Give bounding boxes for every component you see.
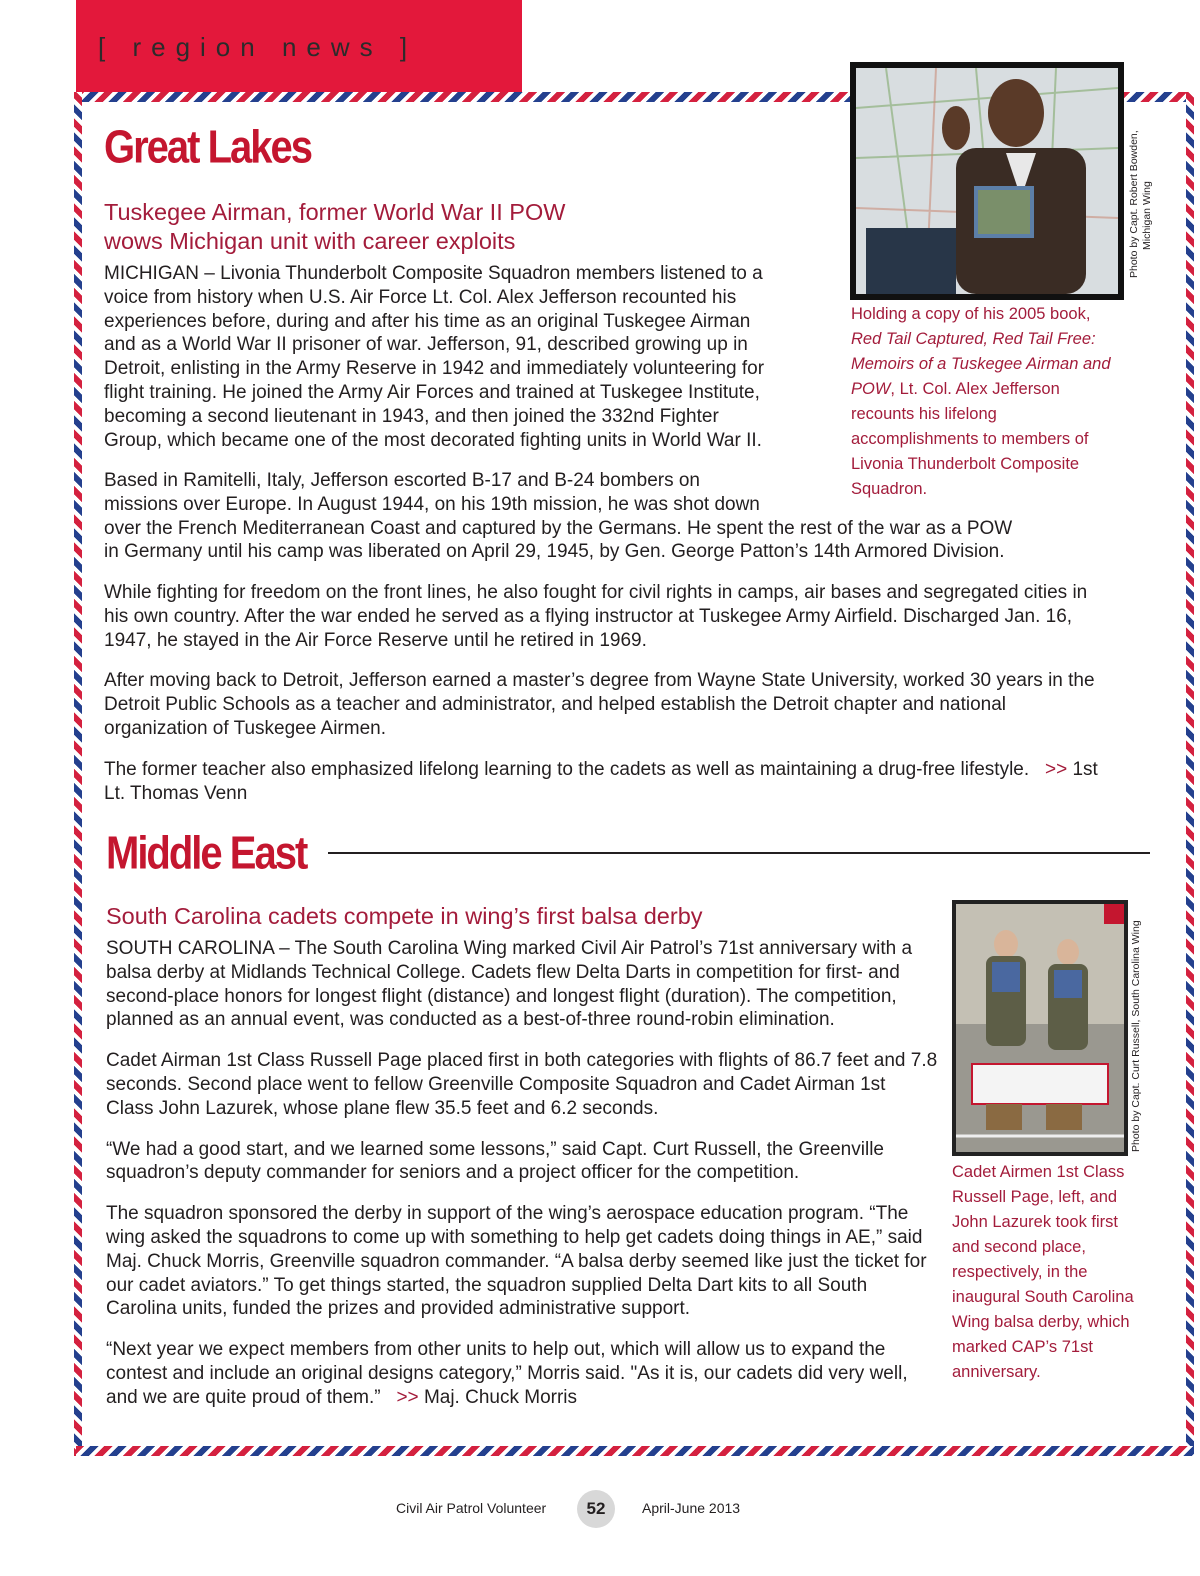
caption-text: , Lt. Col. Alex Jefferson recounts his lifelong accomplishments to members of Livonia Thunderbolt Composite Squadron. (851, 380, 1089, 498)
middle-east-body (106, 937, 938, 1427)
caption-cadets: Cadet Airmen 1st Class Russell Page, left, and John Lazurek took first and second place, respectively, in the inaugural South Carolina Wing balsa derby, which marked CAP’s 71st anniversary. (952, 1163, 1134, 1381)
great-lakes-body-rest (104, 581, 1114, 822)
photo-cadets-image (956, 904, 1124, 1152)
text-span: “Next year we expect members from other units to help out, which will allow us to expand the contest and include an original designs category,” Morris said. "As it is, our cadets did very well, and we are quite proud of them.” (106, 1339, 908, 1408)
headline-line-1: Tuskegee Airman, former World War II POW (104, 199, 566, 225)
photo-credit-line: Photo by Capt. Curt Russell, South Carolina Wing (1130, 920, 1142, 1152)
text-line: flight training. He joined the Army Air Forces and trained at Tuskegee Institute, (104, 381, 760, 403)
byline-arrow: >> (396, 1386, 419, 1408)
middle-east-p5 (106, 1338, 938, 1409)
stripe-border-top-right (1122, 92, 1194, 102)
great-lakes-p5 (104, 758, 1114, 806)
photo-jefferson-image (856, 68, 1118, 294)
byline: 1st Lt. Thomas Venn (104, 758, 1098, 804)
section-rule (328, 852, 1150, 854)
text-line: voice from history when U.S. Air Force Lt. Col. Alex Jefferson recounted his (104, 286, 737, 308)
footer-publication: Civil Air Patrol Volunteer (396, 1500, 547, 1516)
middle-east-p1: SOUTH CAROLINA – The South Carolina Wing marked Civil Air Patrol’s 71st anniversary with a balsa derby at Midlands Technical College. Cadets flew Delta Darts in competition for first- and second-place honors for longest flight (distance) and longest flight (duration). The competition, planned as an annual event, was conducted as a best-of-three round-robin elimination. (106, 938, 913, 1031)
great-lakes-p3: While fighting for freedom on the front lines, he also fought for civil rights in camps, air bases and segregated cities in his own country. After the war ended he served as a flying instructor at Tuskegee Army Airfield. Discharged Jan. 16, 1947, he stayed in the Air Force Reserve until he retired in 1969. (104, 582, 1088, 651)
headline-balsa-derby: South Carolina cadets compete in wing’s first balsa derby (106, 903, 703, 929)
middle-east-p4: The squadron sponsored the derby in support of the wing’s aerospace education program. “The wing asked the squadrons to come up with something to help get cadets doing things in AE,” said Maj. Chuck Morris, Greenville squadron commander. “A balsa derby seemed like just the ticket for our cadet aviators.” To get things started, the squadron supplied Delta Dart kits to all South Carolina units, funded the prizes and provided administrative support. (106, 1203, 927, 1320)
photo-credit-middle-east (1130, 920, 1143, 1152)
section-title-middle-east: Middle East (106, 828, 307, 879)
caption-text: Holding a copy of his 2005 book, (851, 305, 1091, 323)
text-line: in Germany until his camp was liberated on April 29, 1945, by Gen. George Patton’s 14th Armored Division. (104, 541, 1005, 563)
middle-east-p3: “We had a good start, and we learned some lessons,” said Capt. Curt Russell, the Greenville squadron’s deputy commander for seniors and a project officer for the competition. (106, 1138, 884, 1184)
text-line: experiences before, during and after his time as an original Tuskegee Airman (104, 310, 751, 332)
text-line: MICHIGAN – Livonia Thunderbolt Composite Squadron members listened to a (104, 263, 763, 284)
caption-jefferson (851, 302, 1119, 502)
headline-tuskegee (104, 198, 565, 256)
stripe-border-top-left (76, 92, 850, 102)
stripe-border-right (1186, 92, 1194, 1456)
photo-credit-line-1: Photo by Capt. Robert Bowden, (1128, 130, 1140, 278)
text-line: and as a World War II prisoner of war. Jefferson, 91, described growing up in (104, 334, 748, 356)
section-title-great-lakes: Great Lakes (104, 122, 312, 173)
text-line: Detroit, enlisting in the Army Reserve in 1942 and immediately volunteering for (104, 358, 765, 380)
photo-credit-great-lakes (1128, 130, 1154, 278)
photo-jefferson (850, 62, 1124, 300)
photo-cadets (952, 900, 1128, 1156)
text-line: over the French Mediterranean Coast and captured by the Germans. He spent the rest of the war as a POW (104, 517, 1013, 539)
text-line: missions over Europe. In August 1944, on his 19th mission, he was shot down (104, 493, 760, 515)
photo-credit-line-2: Michigan Wing (1141, 181, 1153, 250)
footer-issue: April-June 2013 (642, 1500, 741, 1516)
text-line: Based in Ramitelli, Italy, Jefferson escorted B-17 and B-24 bombers on (104, 470, 700, 491)
photo-jefferson-illustration (856, 68, 1118, 294)
photo-cadets-illustration (956, 904, 1124, 1152)
great-lakes-p4: After moving back to Detroit, Jefferson earned a master’s degree from Wayne State University, worked 30 years in the Detroit Public Schools as a teacher and administrator, and helped establish the Detroit chapter and national organization of Tuskegee Airmen. (104, 670, 1095, 739)
text-line: Group, which became one of the most decorated fighting units in World War II. (104, 429, 762, 451)
stripe-border-left (74, 92, 82, 1456)
text-line: becoming a second lieutenant in 1943, and then joined the 332nd Fighter (104, 405, 719, 427)
byline: Maj. Chuck Morris (423, 1386, 578, 1408)
byline-arrow: >> (1045, 758, 1068, 780)
page-number: 52 (577, 1490, 615, 1528)
headline-line-2: wows Michigan unit with career exploits (104, 228, 516, 254)
text-span: The former teacher also emphasized lifelong learning to the cadets as well as maintaining a drug-free lifestyle. (104, 758, 1030, 780)
middle-east-p2: Cadet Airman 1st Class Russell Page placed first in both categories with flights of 86.7 feet and 7.8 seconds. Second place went to fellow Greenville Composite Squadron and Cadet Airman 1st Class John Lazurek, whose plane flew 35.5 feet and 6.2 seconds. (106, 1050, 938, 1119)
stripe-border-bottom (76, 1446, 1194, 1456)
caption-book-title: Red Tail Captured, Red Tail Free: Memoirs of a Tuskegee Airman and POW (851, 330, 1111, 398)
section-label: [ region news ] (98, 32, 418, 62)
